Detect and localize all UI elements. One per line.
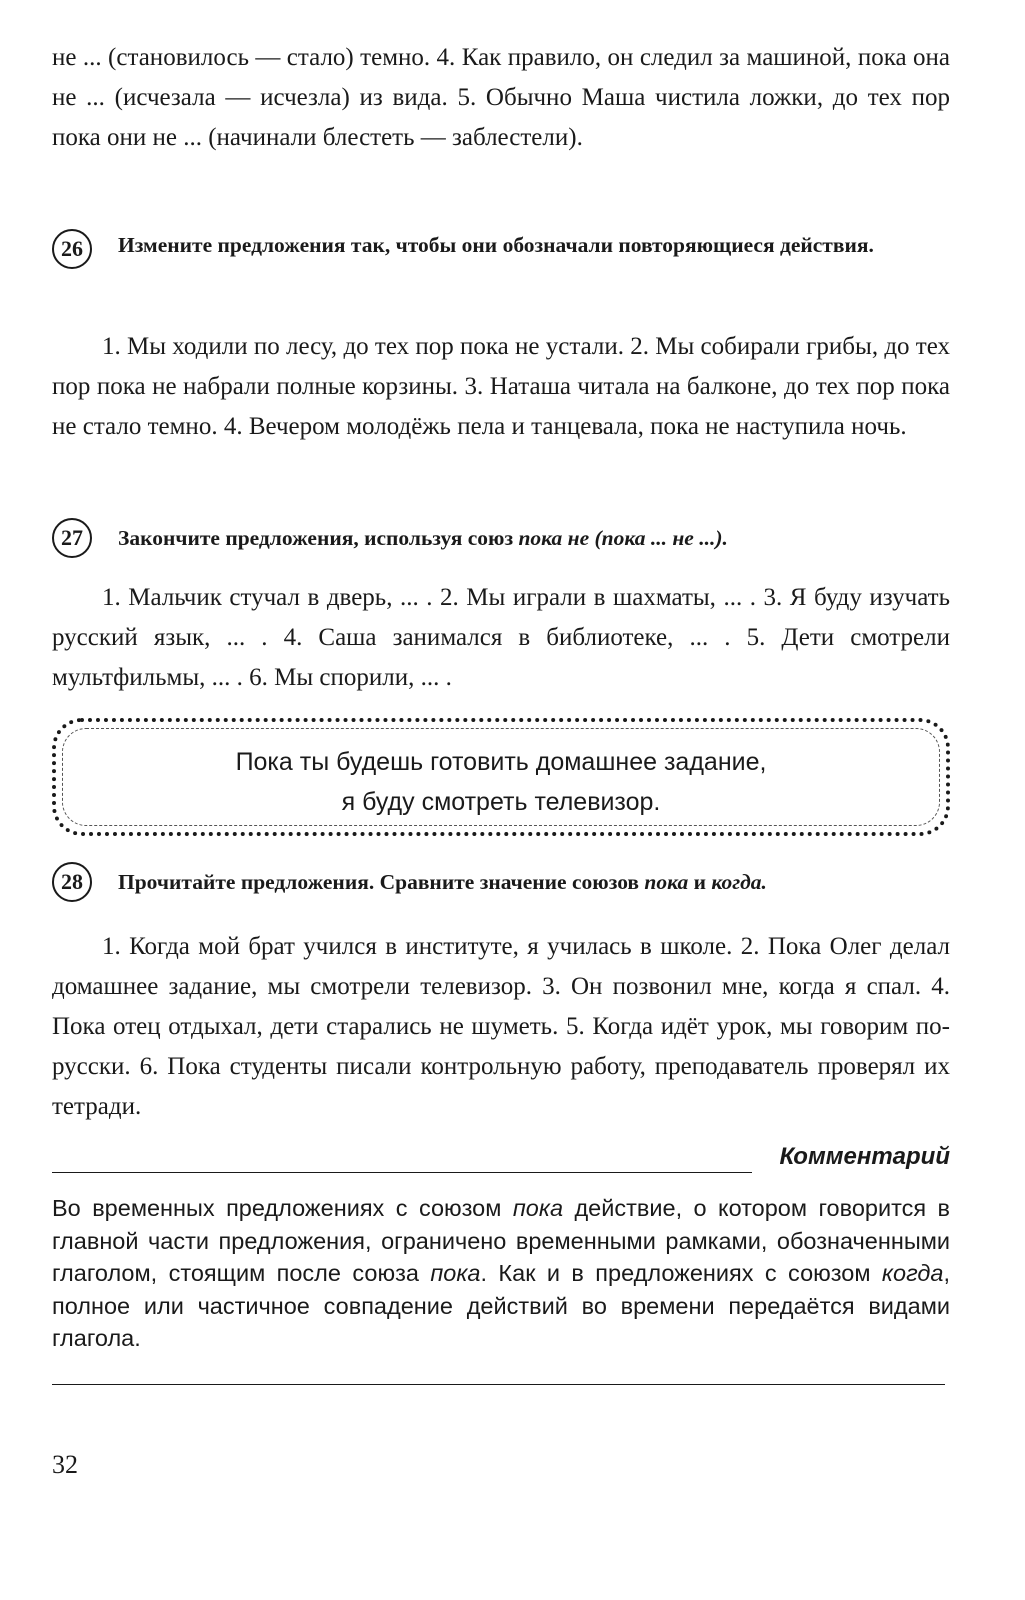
- instruction-text: Закончите предложения, используя союз: [118, 526, 519, 550]
- task-28: [52, 862, 950, 898]
- instruction-and: и: [688, 870, 712, 894]
- task-26-body: 1. Мы ходили по лесу, до тех пор пока не устали. 2. Мы собирали грибы, до тех пор пока не набрали полные корзины. 3. Наташа читала на балконе, до тех пор пока не стало темно. 4. Вечером молодёжь пела и танцевала, пока не наступила ночь.: [52, 333, 950, 440]
- instruction-conjunction: пока не (пока ... не ...).: [518, 526, 728, 550]
- example-frame: [52, 718, 950, 836]
- instruction-text: Прочитайте предложения. Сравните значение союзов: [118, 870, 645, 894]
- task-27-body: 1. Мальчик стучал в дверь, ... . 2. Мы играли в шахматы, ... . 3. Я буду изучать русский язык, ... . 4. Саша занимался в библиотеке, ... . 5. Дети смотрели мультфильмы, ... . 6. Мы спорили, ... .: [52, 584, 950, 691]
- instruction-conjunction-2: когда.: [711, 870, 767, 894]
- task-27: [52, 518, 950, 554]
- task-number-badge: 28: [52, 862, 92, 902]
- page-number: 32: [52, 1450, 78, 1479]
- task-28-body: 1. Когда мой брат учился в институте, я училась в школе. 2. Пока Олег делал домашнее задание, мы смотрели телевизор. 3. Он позвонил мне, когда я спал. 4. Пока отец отдыхал, дети старались не шуметь. 5. Когда идёт урок, мы говорим по-русски. 6. Пока студенты писали контрольную работу, преподаватель проверял их тетради.: [52, 933, 950, 1120]
- task-26: [52, 229, 950, 261]
- bottom-rule: [52, 1384, 945, 1385]
- intro-paragraph: не ... (становилось — стало) темно. 4. Как правило, он следил за машиной, пока она не ... (исчезала — исчезла) из вида. 5. Обычно Маша чистила ложки, до тех пор пока они не ... (начинали блестеть — заблестели).: [52, 44, 950, 151]
- example-line-1: Пока ты будешь готовить домашнее задание,: [235, 748, 767, 776]
- task-instruction: [118, 518, 950, 554]
- example-line-2: я буду смотреть телевизор.: [341, 788, 661, 816]
- example-text: [56, 742, 946, 822]
- comment-rule: [52, 1172, 752, 1173]
- task-number-badge: 26: [52, 229, 92, 269]
- task-instruction: [118, 862, 950, 898]
- comment-body: Во временных предложениях с союзом пока действие, о котором говорится в главной части предложения, ограничено временными рамками, обозначенными глаголом, стоящим после союза пока. Как и в предложениях с союзом когда, полное или частичное совпадение действий во времени передаётся видами глагола.: [52, 1195, 950, 1351]
- task-instruction: Измените предложения так, чтобы они обозначали повторяющиеся действия.: [118, 233, 874, 257]
- comment-title: Комментарий: [779, 1143, 950, 1170]
- instruction-conjunction-1: пока: [644, 870, 689, 894]
- task-number-badge: 27: [52, 518, 92, 558]
